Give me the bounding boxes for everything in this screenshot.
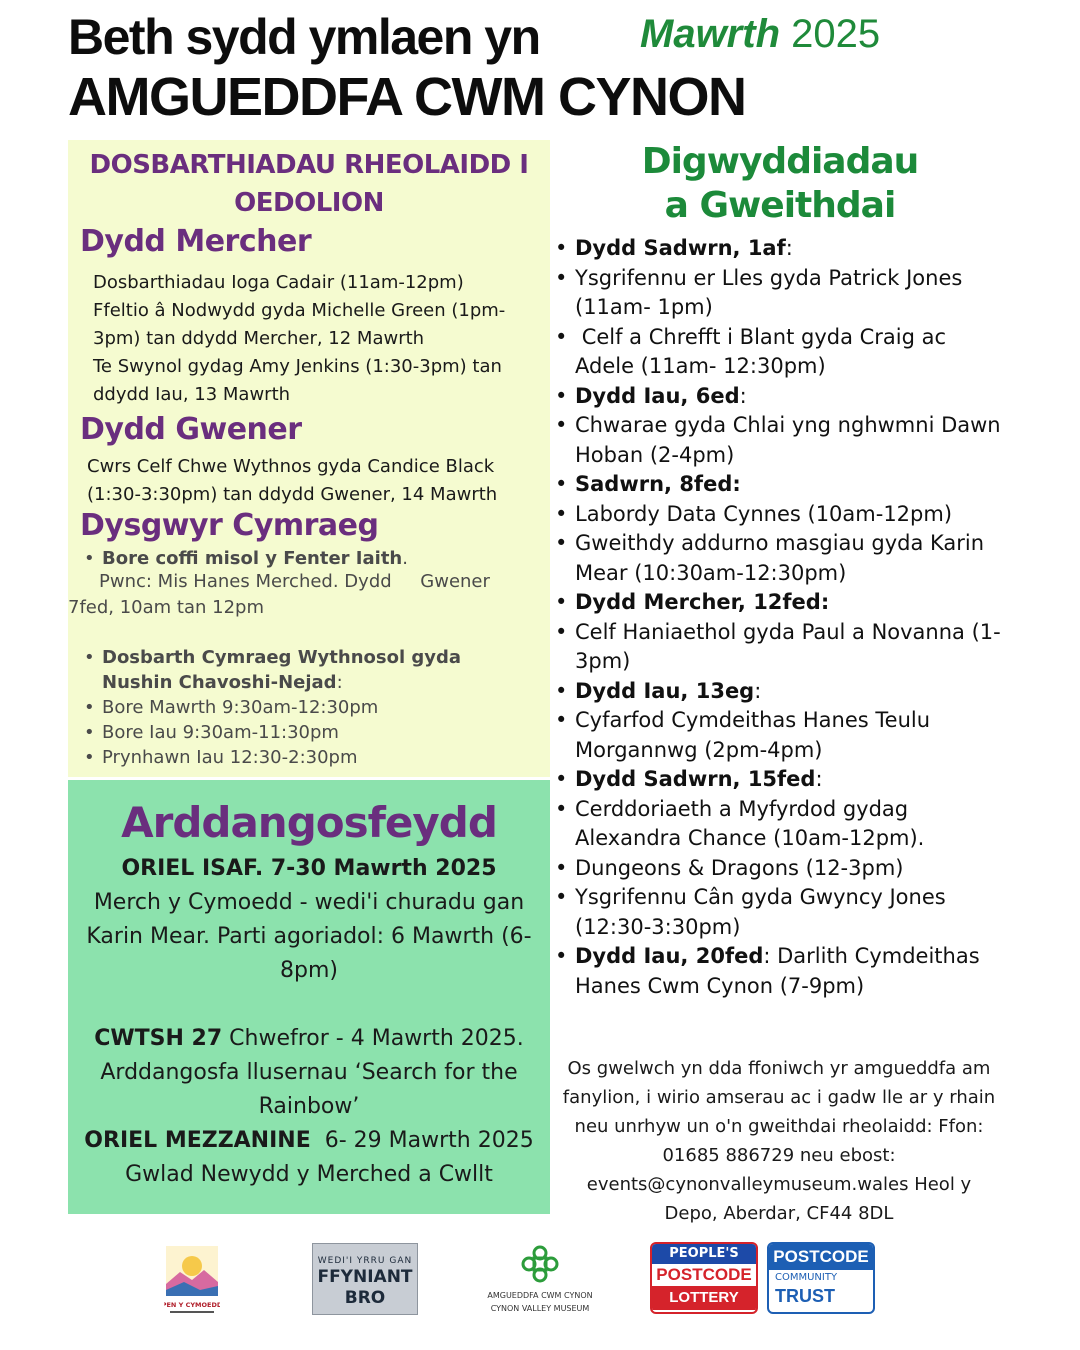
- weekly-class-item: [102, 645, 532, 695]
- event-date: Dydd Sadwrn, 1af: [575, 236, 786, 260]
- peoples-postcode-lottery-logo: [650, 1242, 758, 1314]
- event-date: Dydd Sadwrn, 15fed: [575, 767, 816, 791]
- session-item: • Bore Iau 9:30am-11:30pm: [102, 720, 532, 745]
- cwtsh-heading: CWTSH 27: [94, 1026, 223, 1051]
- pct-line-3: TRUST: [775, 1286, 835, 1306]
- event-item: [575, 618, 1005, 677]
- learners-heading: Dysgwyr Cymraeg: [80, 508, 379, 543]
- wednesday-line-2: Ffeltio â Nodwydd gyda Michelle Green (1pm-3pm) tan ddydd Mercher, 12 Mawrth: [93, 300, 506, 349]
- title-line-2: AMGUEDDFA CWM CYNON: [68, 67, 746, 127]
- mezzanine-heading: ORIEL MEZZANINE: [84, 1128, 311, 1153]
- cwtsh-text: Chwefror - 4 Mawrth 2025. Arddangosfa llusernau ‘Search for the Rainbow’: [100, 1026, 524, 1119]
- event-item: [575, 854, 1005, 884]
- pct-line-2: COMMUNITY: [775, 1272, 838, 1283]
- ffyniant-word-1: FFYNIANT: [317, 1267, 413, 1287]
- museum-name-welsh: AMGUEDDFA CWM CYNON: [487, 1291, 593, 1300]
- event-item: [575, 411, 1008, 470]
- event-text: Ysgrifennu Cân gyda Gwyncy Jones (12:30-3:30pm): [575, 885, 953, 939]
- event-text: :: [785, 236, 793, 260]
- pct-line-1: POSTCODE: [769, 1244, 873, 1270]
- weekly-class-title: Dosbarth Cymraeg Wythnosol gyda Nushin Chavoshi-Nejad: [102, 647, 462, 693]
- events-title: [560, 140, 1000, 228]
- event-text: :: [739, 383, 747, 408]
- event-text: Gweithdy addurno masgiau gyda Karin Mear (10:30am-12:30pm): [575, 531, 991, 585]
- event-item: [575, 323, 1005, 382]
- event-item: [575, 529, 1005, 588]
- event-item: [575, 883, 1005, 942]
- mezzanine-text: 6- 29 Mawrth 2025 Gwlad Newydd y Merched a Cwllt: [125, 1128, 541, 1187]
- celtic-knot-icon: [520, 1244, 560, 1284]
- event-text: Cyfarfod Cymdeithas Hanes Teulu Morgannwg (2pm-4pm): [575, 708, 937, 762]
- event-text: Celf Haniaethol gyda Paul a Novanna (1-3pm): [575, 619, 1001, 673]
- exhibitions-panel: [68, 780, 550, 1214]
- weekly-class-list: [102, 645, 532, 770]
- month-label: [640, 12, 880, 57]
- event-date: Dydd Iau, 13eg: [575, 678, 755, 703]
- event-date: Dydd Mercher, 12fed:: [575, 590, 830, 614]
- classes-panel: [68, 140, 550, 777]
- month-name: Mawrth: [640, 12, 780, 56]
- coffee-title: Bore coffi misol y Fenter Iaith: [102, 548, 403, 569]
- friday-text: Cwrs Celf Chwe Wythnos gyda Candice Black (1:30-3:30pm) tan ddydd Gwener, 14 Mawrth: [87, 456, 498, 505]
- ppl-line-1: PEOPLE'S: [652, 1244, 756, 1264]
- ffyniant-bro-logo: [312, 1243, 418, 1315]
- exhibitions-body: [78, 852, 540, 1192]
- event-item: [575, 234, 1005, 264]
- event-text: Chwarae gyda Chlai yng nghwmni Dawn Hoban (2-4pm): [575, 413, 1008, 467]
- event-text: : Darlith Cymdeithas Hanes Cwm Cynon (7-9pm): [575, 944, 987, 998]
- wednesday-line-3: Te Swynol gydag Amy Jenkins (1:30-3pm) tan ddydd Iau, 13 Mawrth: [93, 356, 502, 405]
- event-item: [575, 942, 1005, 1001]
- event-text: Celf a Chrefft i Blant gyda Craig ac Adele (11am- 12:30pm): [575, 324, 953, 378]
- event-item: [575, 264, 1005, 323]
- museum-logo: [470, 1244, 610, 1324]
- event-item: [575, 706, 1005, 765]
- event-item: [575, 765, 1005, 795]
- event-text: Labordy Data Cynnes (10am-12pm): [575, 501, 953, 526]
- event-date: Sadwrn, 8fed:: [575, 472, 741, 496]
- events-title-line-2: a Gweithdai: [664, 185, 896, 226]
- friday-heading: Dydd Gwener: [80, 412, 302, 447]
- event-text: :: [815, 767, 823, 791]
- event-text: Cerddoriaeth a Myfyrdod gydag Alexandra Chance (10am-12pm).: [575, 796, 925, 850]
- exhibitions-title: Arddangosfeydd: [121, 798, 497, 847]
- session-item: • Prynhawn Iau 12:30-2:30pm: [102, 745, 532, 770]
- event-item: [575, 677, 1005, 707]
- ppl-line-2: POSTCODE: [656, 1265, 752, 1284]
- coffee-list: [102, 546, 532, 571]
- event-date: Dydd Iau, 6ed: [575, 383, 740, 408]
- oriel-isaf-text: Merch y Cymoedd - wedi'i churadu gan Karin Mear. Parti agoriadol: 6 Mawrth (6-8pm): [86, 890, 532, 983]
- events-title-line-1: Digwyddiadau: [641, 141, 919, 182]
- event-item: [575, 795, 1005, 854]
- ffyniant-tagline: WEDI'I YRRU GAN: [317, 1256, 413, 1266]
- wednesday-heading: Dydd Mercher: [80, 224, 312, 259]
- cwtsh-entry: [78, 1022, 540, 1124]
- contact-info: Os gwelwch yn dda ffoniwch yr amgueddfa am fanylion, i wirio amserau ac i gadw lle ar y rhain neu unrhyw un o'n gweithdai rheolaidd: Ffon: 01685 886729 neu ebost: events@cynonvalleymuseum.wales Heol y Depo, Aberdar, CF44 8DL: [562, 1058, 996, 1224]
- event-text: Dungeons & Dragons (12-3pm): [575, 855, 904, 880]
- oriel-isaf-heading: ORIEL ISAF. 7-30 Mawrth 2025: [121, 856, 497, 881]
- coffee-item: [102, 546, 532, 571]
- event-item: [575, 588, 1005, 618]
- event-date: Dydd Iau, 20fed: [575, 944, 764, 968]
- event-item: [575, 470, 1005, 500]
- wednesday-line-1: Dosbarthiadau Ioga Cadair (11am-12pm): [93, 272, 464, 293]
- pen-y-cymoedd-text: PEN Y CYMOEDD: [164, 1301, 220, 1309]
- title-line-1: Beth sydd ymlaen yn: [68, 9, 540, 65]
- event-text: Ysgrifennu er Lles gyda Patrick Jones (11am- 1pm): [575, 265, 969, 319]
- coffee-detail-2: 7fed, 10am tan 12pm: [68, 597, 265, 618]
- classes-title: DOSBARTHIADAU RHEOLAIDD I OEDOLION: [89, 150, 529, 218]
- event-text: :: [754, 678, 762, 703]
- event-item: [575, 382, 1005, 412]
- postcode-community-trust-logo: [767, 1242, 875, 1314]
- coffee-dot: .: [402, 548, 408, 569]
- session-item: • Bore Mawrth 9:30am-12:30pm: [102, 695, 532, 720]
- ppl-line-3: LOTTERY: [652, 1286, 756, 1310]
- event-item: [575, 500, 1005, 530]
- pen-y-cymoedd-logo: [164, 1244, 220, 1318]
- events-list: [575, 234, 1008, 1001]
- weekly-class-colon: :: [336, 672, 343, 693]
- coffee-detail: Pwnc: Mis Hanes Merched. Dydd Gwener: [99, 571, 490, 592]
- museum-name-english: CYNON VALLEY MUSEUM: [490, 1304, 590, 1313]
- pen-y-cymoedd-icon: [164, 1244, 220, 1318]
- year: 2025: [791, 12, 881, 56]
- ffyniant-word-2: BRO: [344, 1288, 386, 1308]
- mezzanine-entry: [78, 1124, 540, 1192]
